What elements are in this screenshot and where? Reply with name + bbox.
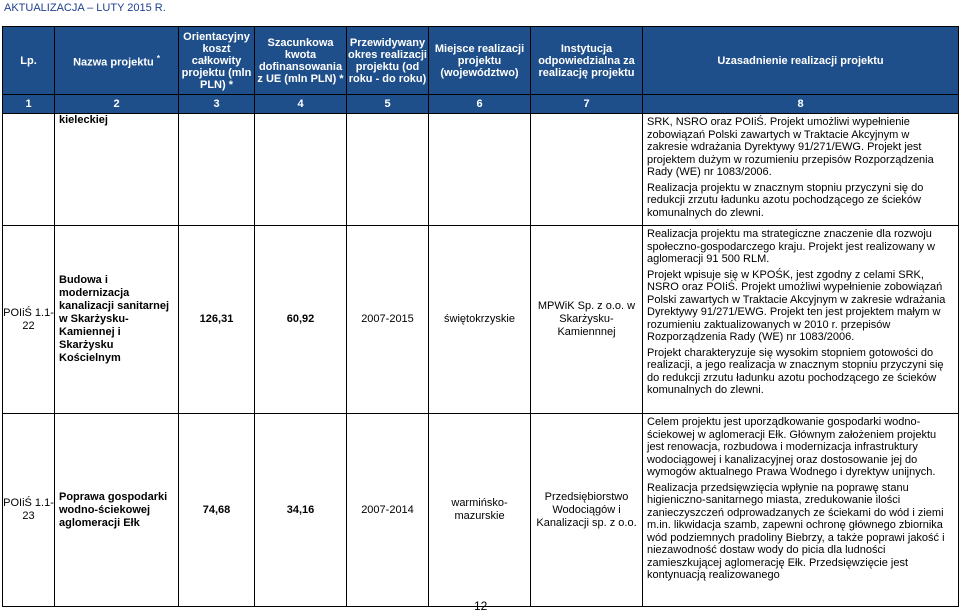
- col-number: 3: [179, 95, 255, 114]
- row-cost: 126,31: [179, 226, 255, 414]
- row-period: 2007-2014: [347, 414, 429, 607]
- justification-paragraph: Realizacja projektu w znacznym stopniu przyczyni się do redukcji zrzutu ładunku azotu pochodzącego ze ścieków komunalnych do zlewni.: [647, 181, 924, 219]
- justification-paragraph: Celem projektu jest uporządkowanie gospodarki wodno-ściekowej w aglomeracji Ełk. Głównym założeniem projektu jest renowacja, rozbudowa i modernizacja infrastruktury wodociągowej i kanalizacyjnej oraz dostosowanie jej do wymogów aktualnego Prawa Wodnego i dyrektyw unijnych.: [647, 416, 937, 478]
- col-number: 1: [3, 95, 55, 114]
- row-project-name: Budowa i modernizacja kanalizacji sanitarnej w Skarżysku-Kamiennej i Skarżysku Kościelnym: [55, 226, 179, 414]
- row-period: [347, 114, 429, 226]
- table-row: [3, 414, 959, 607]
- header-lp: Lp.: [3, 27, 55, 95]
- update-note: AKTUALIZACJA – LUTY 2015 R.: [4, 2, 166, 14]
- col-number: 5: [347, 95, 429, 114]
- row-period: 2007-2015: [347, 226, 429, 414]
- row-eu: [255, 114, 347, 226]
- justification-paragraph: Projekt charakteryzuje się wysokim stopniem gotowości do realizacji, a jego realizacja w znacznym stopniu przyczyni się do redukcji zrzutu ładunku azotu pochodzącego ze ścieków komunalnych do zlewni.: [647, 346, 944, 396]
- col-number: 7: [531, 95, 643, 114]
- header-cost: Orientacyjny koszt całkowity projektu (mln PLN) *: [179, 27, 255, 95]
- row-place: warmińsko-mazurskie: [429, 414, 531, 607]
- justification-paragraph: Realizacja projektu ma strategiczne znaczenie dla rozwoju społeczno-gospodarczego kraju. Projekt jest realizowany w aglomeracji 91 500 RLM.: [647, 228, 935, 265]
- col-number: 8: [643, 95, 959, 114]
- col-number: 2: [55, 95, 179, 114]
- projects-table: [2, 26, 959, 607]
- header-justification: Uzasadnienie realizacji projektu: [643, 27, 959, 95]
- row-justification: [643, 114, 959, 226]
- table-row: [3, 114, 959, 226]
- row-lp: [3, 114, 55, 226]
- justification-paragraph: Projekt wpisuje się w KPOŚK, jest zgodny z celami SRK, NSRO oraz POIiŚ. Projekt umożliwi wypełnienie zobowiązań Polski zawartych w Traktacie Akcyjnym w zakresie wdrażania Dyrektywy 91/271/EWG. Projekt ten jest projektem małym w rozumieniu zaktualizowanych w 2010 r. przepisów Rozporządzenia Rady (WE) nr 1083/2006.: [647, 268, 946, 343]
- row-institution: [531, 114, 643, 226]
- col-number: 4: [255, 95, 347, 114]
- header-inst: Instytucja odpowiedzialna za realizację projektu: [531, 27, 643, 95]
- row-place: [429, 114, 531, 226]
- row-place: świętokrzyskie: [429, 226, 531, 414]
- table-row: [3, 226, 959, 414]
- header-row: [3, 27, 959, 95]
- row-cost: [179, 114, 255, 226]
- page-number: 12: [474, 599, 488, 613]
- column-numbers-row: [3, 95, 959, 114]
- row-justification: [643, 226, 959, 414]
- row-project-name: Poprawa gospodarki wodno-ściekowej aglomeracji Ełk: [55, 414, 179, 607]
- justification-paragraph: SRK, NSRO oraz POIiŚ. Projekt umożliwi wypełnienie zobowiązań Polski zawartych w Traktacie Akcyjnym w zakresie wdrażania Dyrektywy 91/271/EWG. Projekt jest projektem dużym w rozumieniu przepisów Rozporządzenia Rady (WE) nr 1083/2006.: [647, 116, 934, 178]
- header-eu: Szacunkowa kwota dofinansowania z UE (mln PLN) *: [255, 27, 347, 95]
- justification-paragraph: Realizacja przedsięwzięcia wpłynie na poprawę stanu higieniczno-sanitarnego miasta, zredukowanie ilości zanieczyszczeń odprowadzanych ze ściekami do wód i ziemi m.in. likwidacja szamb, zapewni ochronę głównego zbiornika wód podziemnych pradoliny Biebrzy, a także poprawi jakość i niezawodność dostaw wody do picia dla ludności zamieszkującej aglomerację Ełk. Przedsięwzięcie jest kontynuacją realizowanego: [647, 481, 945, 581]
- row-justification: [643, 414, 959, 607]
- row-project-name: kieleckiej: [55, 114, 179, 226]
- row-cost: 74,68: [179, 414, 255, 607]
- row-institution: MPWiK Sp. z o.o. w Skarżysku-Kamiennnej: [531, 226, 643, 414]
- col-number: 6: [429, 95, 531, 114]
- row-institution: Przedsiębiorstwo Wodociągów i Kanalizacji sp. z o.o.: [531, 414, 643, 607]
- header-place: Miejsce realizacji projektu (województwo): [429, 27, 531, 95]
- header-name: Nazwa projektu *: [55, 27, 179, 95]
- row-eu: 34,16: [255, 414, 347, 607]
- header-period: Przewidywany okres realizacji projektu (od roku - do roku): [347, 27, 429, 95]
- row-lp: POIiŚ 1.1-22: [3, 226, 55, 414]
- header-name-mark: *: [156, 53, 160, 63]
- row-eu: 60,92: [255, 226, 347, 414]
- row-lp: POIiŚ 1.1-23: [3, 414, 55, 607]
